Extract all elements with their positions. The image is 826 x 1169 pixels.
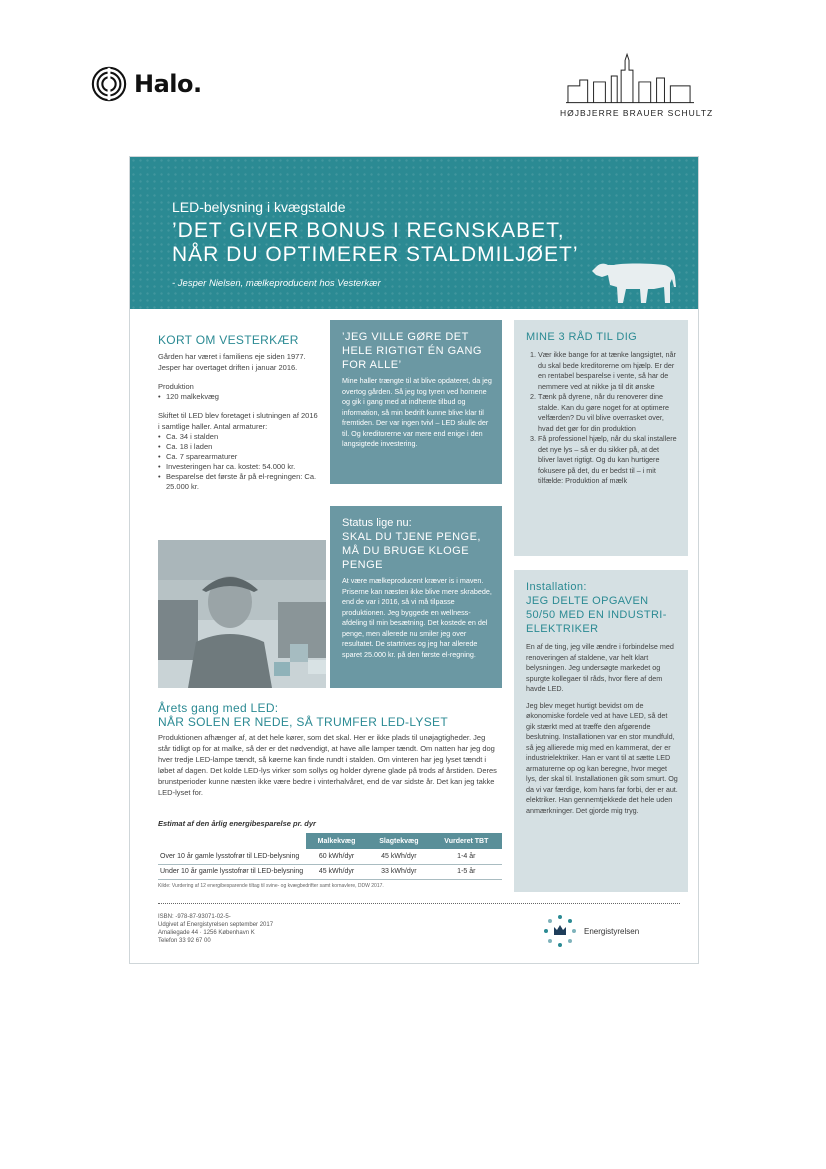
installation-box-label: Installation: [526, 581, 587, 593]
cow-icon [590, 253, 682, 305]
installation-box [514, 570, 688, 892]
table-cell: Under 10 år gamle lysstofrør til LED-belysning [158, 864, 306, 879]
list-item: 2. Tænk på dyrene, når du renoverer dine stalde. Kan du gøre noget for at optimere velfærden? Du vil blive overrasket over, hvad det gør for din produktion [538, 392, 678, 434]
energy-savings-table [158, 833, 502, 880]
quote-box [330, 320, 502, 484]
armature-list [158, 432, 318, 492]
hero-banner [130, 157, 698, 309]
footer-line: Amaliegade 44 · 1256 København K [158, 930, 255, 936]
table-header-cell: Malkekvæg [306, 833, 367, 849]
tips-box-title: MINE 3 RÅD TIL DIG [526, 331, 638, 343]
hbs-logo [560, 52, 714, 124]
footer-divider [158, 903, 680, 904]
list-item: 1. Vær ikke bange for at tænke langsigtet, når du skal bede kreditorerne om hjælp. Er der en rentabel besparelse i vente, så har de nemmere ved at nikke ja til dit ønske [538, 350, 678, 392]
table-cell: Over 10 år gamle lysstofrør til LED-belysning [158, 849, 306, 864]
flyer [129, 156, 699, 964]
table-cell: 45 kWh/dyr [306, 864, 367, 879]
halo-circles-icon [90, 65, 128, 103]
status-box [330, 506, 502, 688]
list-item: • Ca. 7 sparearmaturer [158, 452, 318, 462]
footer-line: ISBN: -978-87-93071-02-5- [158, 914, 231, 920]
table-cell: 1-5 år [431, 864, 502, 879]
table-row [158, 864, 502, 879]
farmer-photo [158, 540, 326, 688]
halo-wordmark: Halo. [134, 70, 202, 98]
tips-list [526, 350, 678, 487]
installation-body-2: Jeg blev meget hurtigt bevidst om de økonomiske fordele ved at have LED, så det gik stærkt med at træffe den afgørende beslutning. Installationen var en stor mundfuld, så jeg allierede mig med en kammerat, der er industrielektriker. Han er vant til at sætte LED armaturerne op og kan beregne, hvor meget lys, der skal til. Installationen gik som smurt. Og da vi var færdige, kom hans far forbi, der er aut. elektriker. Han gennemtjekkede det hele uden anmærkninger. Det gjorde mig tryg. [526, 700, 678, 815]
list-item: • Besparelse det første år på el-regningen: Ca. 25.000 kr. [158, 472, 318, 492]
quote-box-title: ’JEG VILLE GØRE DET HELE RIGTIGT ÉN GANG FOR ALLE’ [342, 331, 482, 371]
year-section-heading [158, 701, 498, 729]
year-label: Årets gang med LED: [158, 701, 279, 715]
hero-title: ’DET GIVER BONUS I REGNSKABET, NÅR DU OPTIMERER STALDMILJØET’ [172, 219, 579, 266]
status-box-label: Status lige nu: [342, 517, 412, 529]
table-source-note: Kilde: Vurdering af 12 energibesparende tiltag til svine- og kvægbedrifter samt kornavlere, DDW 2017. [158, 883, 384, 889]
year-title: NÅR SOLEN ER NEDE, SÅ TRUMFER LED-LYSET [158, 715, 448, 729]
installation-body-1: En af de ting, jeg ville ændre i forbindelse med renoveringen af staldene, var helt klart belysningen. Jeg undersøgte markedet og spurgte kollegaer til råds, hvor flere af dem havde LED. [526, 642, 674, 693]
year-body: Produktionen afhænger af, at det hele kører, som det skal. Her er ikke plads til unøjagtigheder. Jeg står tidligt op for at malke, så der er det nødvendigt, at have alle lamper tændt. Om natten har jeg dog hver tredje LED-lampe tændt, så køerne kan finde rundt i stalden. Om vinteren har jeg lyset tændt i løbet af dagen. Det kolde LED-lys virker som sollys og holder dyrene glade på trods af årstiden. Deres brunstperioder kunne næsten ikke være bedre i vinterhalvåret, end de var sidste år. Det kan jeg takke LED-lyset for. [158, 733, 497, 797]
kort-om-section [158, 333, 318, 492]
list-item: • Ca. 34 i stalden [158, 432, 318, 442]
footer-line: Telefon 33 92 67 00 [158, 938, 211, 944]
footer-line: Udgivet af Energistyrelsen september 2017 [158, 922, 274, 928]
list-item: • 120 malkekvæg [158, 392, 318, 402]
hbs-wordmark: HØJBJERRE BRAUER SCHULTZ [560, 108, 714, 118]
halo-logo [90, 64, 220, 104]
list-item: • Investeringen har ca. kostet: 54.000 kr. [158, 462, 318, 472]
table-header-cell: Slagtekvæg [367, 833, 431, 849]
table-row [158, 849, 502, 864]
tips-box [514, 320, 688, 556]
quote-box-body: Mine haller trængte til at blive opdateret, da jeg overtog gården. Så jeg tog tyren ved hornene og gik i gang med at indhente tilbud og information, så min bedrift kunne blive klar til fremtiden. Der var ingen tvivl – LED skulle der til. Og kreditorerne var mere end enige i den langsigtede investering. [342, 376, 492, 448]
status-box-body: At være mælkeproducent kræver is i maven. Priserne kan næsten ikke blive mere skrabede, end de var i 2016, så vi må tilpasse produktionen. Jeg byggede en wellness-afdeling til min besætning. Det kostede en del penge, men allerede nu smiler jeg over resultatet. De startrives og jeg har allerede sparet 25.000 kr. på den første el-regning. [342, 576, 492, 659]
production-label: Produktion [158, 382, 194, 391]
energistyrelsen-wordmark: Energistyrelsen [584, 926, 640, 936]
list-item: • Ca. 18 i laden [158, 442, 318, 452]
energistyrelsen-logo [542, 913, 639, 949]
hero-quote-attribution: - Jesper Nielsen, mælkeproducent hos Vesterkær [172, 278, 381, 289]
table-title: Estimat af den årlig energibesparelse pr. dyr [158, 819, 316, 828]
table-cell: 1-4 år [431, 849, 502, 864]
table-cell: 60 kWh/dyr [306, 849, 367, 864]
kort-om-intro: Gården har været i familiens eje siden 1977. Jesper har overtaget driften i januar 2016. [158, 352, 306, 372]
kort-om-heading: KORT OM VESTERKÆR [158, 333, 299, 347]
installation-box-title: JEG DELTE OPGAVEN 50/50 MED EN INDUSTRI-ELEKTRIKER [526, 595, 667, 635]
led-text: Skiftet til LED blev foretaget i slutningen af 2016 i samtlige haller. Antal armaturer: [158, 411, 318, 431]
table-cell: 33 kWh/dyr [367, 864, 431, 879]
crown-dots-icon [542, 913, 578, 949]
production-list [158, 392, 318, 402]
table-header-cell [158, 833, 306, 849]
table-header-cell: Vurderet TBT [431, 833, 502, 849]
city-skyline-icon [566, 52, 694, 104]
table-header-row [158, 833, 502, 849]
table-cell: 45 kWh/dyr [367, 849, 431, 864]
list-item: 3. Få professionel hjælp, når du skal installere det nye lys – så er du sikker på, at det bliver lavet rigtigt. Og du kan hurtigere fokusere på det, du er bedst til – i mit tilfælde: Produktion af mælk [538, 434, 678, 487]
footer-info [158, 913, 273, 945]
hero-subtitle: LED-belysning i kvægstalde [172, 199, 346, 215]
status-box-title: SKAL DU TJENE PENGE, MÅ DU BRUGE KLOGE PENGE [342, 531, 481, 571]
